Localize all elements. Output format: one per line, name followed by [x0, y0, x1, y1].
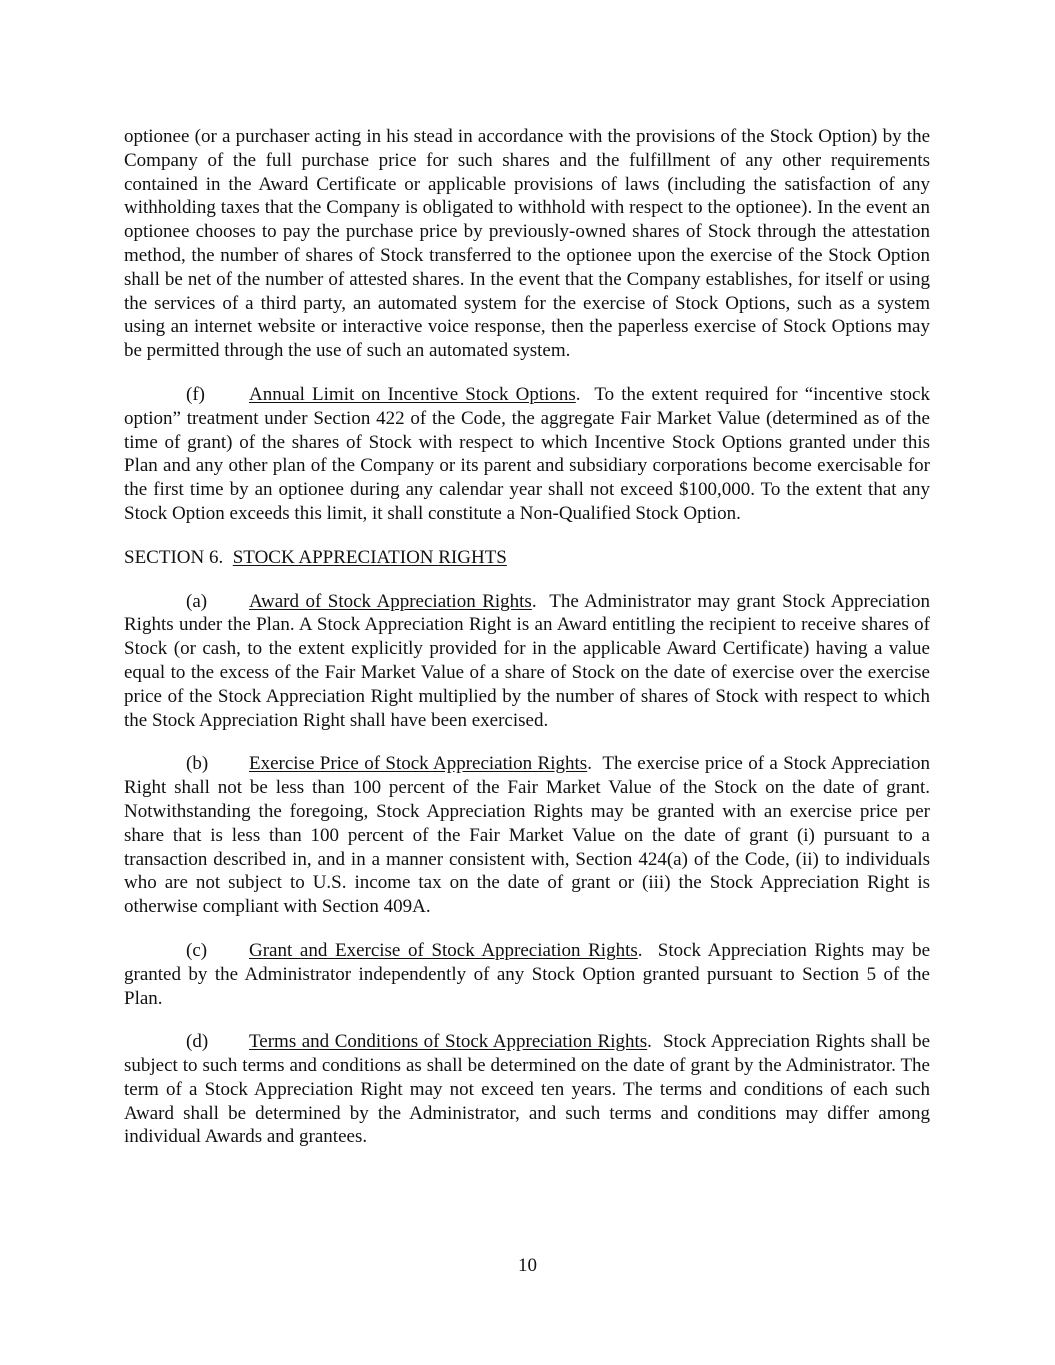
paragraph-f-title: Annual Limit on Incentive Stock Options: [249, 383, 576, 405]
paragraph-f: (f) Annual Limit on Incentive Stock Options. To the extent required for “incentive stock option” treatment under Section 422 of the Code, the aggregate Fair Market Value (determined as of the time of grant) of the shares of Stock with respect to which Incentive Stock Options granted under this Plan and any other plan of the Company or its parent and subsidiary corporations become exercisable for the first time by an optionee during any calendar year shall not exceed $100,000. To the extent that any Stock Option exceeds this limit, it shall constitute a Non-Qualified Stock Option.: [124, 383, 930, 524]
paragraph-c: (c) Grant and Exercise of Stock Appreciation Rights. Stock Appreciation Rights may be granted by the Administrator independently of any Stock Option granted pursuant to Section 5 of the Plan.: [124, 939, 930, 1009]
paragraph-f-body: To the extent required for “incentive stock option” treatment under Section 422 of the Code, the aggregate Fair Market Value (determined as of the time of grant) of the shares of Stock with respect to which Incentive Stock Options granted under this Plan and any other plan of the Company or its parent and subsidiary corporations become exercisable for the first time by an optionee during any calendar year shall not exceed $100,000. To the extent that any Stock Option exceeds this limit, it shall constitute a Non-Qualified Stock Option.: [124, 383, 930, 524]
section-6-title: STOCK APPRECIATION RIGHTS: [232, 546, 507, 568]
intro-paragraph-text: optionee (or a purchaser acting in his stead in accordance with the provisions of the Stock Option) by the Company of the full purchase price for such shares and the fulfillment of any other requirements contained in the Award Certificate or applicable provisions of laws (including the satisfaction of any withholding taxes that the Company is obligated to withhold with respect to the optionee). In the event an optionee chooses to pay the purchase price by previously-owned shares of Stock through the attestation method, the number of shares of Stock transferred to the optionee upon the exercise of the Stock Option shall be net of the number of attested shares. In the event that the Company establishes, for itself or using the services of a third party, an automated system for the exercise of Stock Options, such as a system using an internet website or interactive voice response, then the paperless exercise of Stock Options may be permitted through the use of such an automated system.: [124, 126, 930, 362]
paragraph-a-marker: (a): [186, 590, 208, 612]
paragraph-a-title: Award of Stock Appreciation Rights: [249, 590, 532, 612]
paragraph-a-body: The Administrator may grant Stock Appreciation Rights under the Plan. A Stock Appreciation Right is an Award entitling the recipient to receive shares of Stock (or cash, to the extent explicitly provided for in the applicable Award Certificate) having a value equal to the excess of the Fair Market Value of a share of Stock on the date of exercise over the exercise price of the Stock Appreciation Right multiplied by the number of shares of Stock with respect to which the Stock Appreciation Right shall have been exercised.: [124, 590, 930, 731]
paragraph-b: (b) Exercise Price of Stock Appreciation Rights. The exercise price of a Stock Appreciation Right shall not be less than 100 percent of the Fair Market Value of the Stock on the date of grant. Notwithstanding the foregoing, Stock Appreciation Rights may be granted with an exercise price per share that is less than 100 percent of the Fair Market Value on the date of grant (i) pursuant to a transaction described in, and in a manner consistent with, Section 424(a) of the Code, (ii) to individuals who are not subject to U.S. income tax on the date of grant or (iii) the Stock Appreciation Right is otherwise compliant with Section 409A.: [124, 753, 930, 918]
document-page: [124, 125, 930, 1149]
paragraph-d-body: Stock Appreciation Rights shall be subject to such terms and conditions as shall be determined on the date of grant by the Administrator. The term of a Stock Appreciation Right may not exceed ten years. The terms and conditions of each such Award shall be determined by the Administrator, and such terms and conditions may differ among individual Awards and grantees.: [124, 1031, 930, 1148]
section-6-heading: [124, 546, 930, 570]
paragraph-d-title: Terms and Conditions of Stock Appreciation Rights: [249, 1031, 648, 1053]
paragraph-d: (d) Terms and Conditions of Stock Appreciation Rights. Stock Appreciation Rights shall be subject to such terms and conditions as shall be determined on the date of grant by the Administrator. The term of a Stock Appreciation Right may not exceed ten years. The terms and conditions of each such Award shall be determined by the Administrator, and such terms and conditions may differ among individual Awards and grantees.: [124, 1031, 930, 1148]
section-6-label: SECTION 6.: [124, 546, 224, 568]
paragraph-f-marker: (f): [186, 383, 205, 405]
paragraph-b-body: The exercise price of a Stock Appreciation Right shall not be less than 100 percent of the Fair Market Value of the Stock on the date of grant. Notwithstanding the foregoing, Stock Appreciation Rights may be granted with an exercise price per share that is less than 100 percent of the Fair Market Value on the date of grant (i) pursuant to a transaction described in, and in a manner consistent with, Section 424(a) of the Code, (ii) to individuals who are not subject to U.S. income tax on the date of grant or (iii) the Stock Appreciation Right is otherwise compliant with Section 409A.: [124, 753, 930, 918]
paragraph-b-title: Exercise Price of Stock Appreciation Rights: [249, 753, 588, 775]
paragraph-c-body: Stock Appreciation Rights may be granted by the Administrator independently of any Stock Option granted pursuant to Section 5 of the Plan.: [124, 939, 930, 1009]
paragraph-b-marker: (b): [186, 753, 209, 775]
paragraph-c-marker: (c): [186, 939, 208, 961]
paragraph-d-marker: (d): [186, 1031, 209, 1053]
intro-paragraph: [124, 125, 930, 363]
paragraph-c-title: Grant and Exercise of Stock Appreciation Rights: [249, 939, 638, 961]
page-number: 10: [518, 1255, 537, 1276]
paragraph-a: (a) Award of Stock Appreciation Rights. The Administrator may grant Stock Appreciation Rights under the Plan. A Stock Appreciation Right is an Award entitling the recipient to receive shares of Stock (or cash, to the extent explicitly provided for in the applicable Award Certificate) having a value equal to the excess of the Fair Market Value of a share of Stock on the date of exercise over the exercise price of the Stock Appreciation Right multiplied by the number of shares of Stock with respect to which the Stock Appreciation Right shall have been exercised.: [124, 590, 930, 731]
